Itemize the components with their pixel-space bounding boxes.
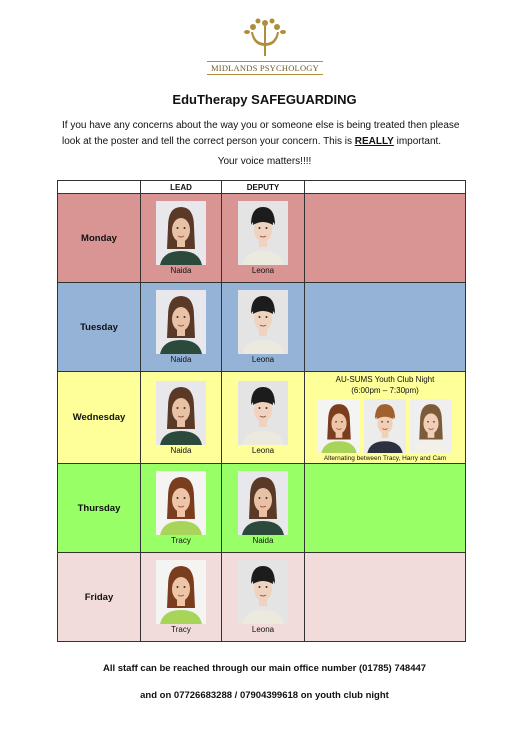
deputy-name: Leona [251, 266, 275, 275]
deputy-cell [222, 194, 305, 283]
lead-cell [141, 464, 222, 553]
table-header-row [58, 181, 466, 194]
intro-after: important. [393, 136, 442, 147]
event-title: AU-SUMS Youth Club Night [335, 374, 435, 384]
safeguarding-table [57, 180, 466, 642]
extra-cell [305, 283, 466, 372]
header-day [58, 181, 141, 194]
footer-office-number: All staff can be reached through our main office number (01785) 748447 [102, 663, 427, 674]
page-title: EduTherapy SAFEGUARDING [172, 92, 357, 107]
intro-text [62, 118, 472, 150]
day-cell: Thursday [58, 464, 141, 553]
header-extra [305, 181, 466, 194]
event-staff-photo [318, 399, 360, 453]
deputy-photo [238, 201, 288, 265]
table-row [58, 464, 466, 553]
day-cell: Tuesday [58, 283, 141, 372]
header-deputy: DEPUTY [222, 181, 305, 194]
deputy-photo [238, 471, 288, 535]
day-cell: Wednesday [58, 372, 141, 464]
lead-photo [156, 471, 206, 535]
deputy-cell [222, 372, 305, 464]
logo [205, 18, 325, 78]
event-staff-photo [364, 399, 406, 453]
deputy-photo [238, 381, 288, 445]
day-cell: Friday [58, 553, 141, 642]
event-note: Alternating between Tracy, Harry and Cam [323, 454, 447, 462]
extra-cell [305, 194, 466, 283]
lead-cell [141, 283, 222, 372]
deputy-name: Naida [252, 536, 274, 545]
lead-name: Tracy [171, 625, 191, 634]
event-staff-photo [410, 399, 452, 453]
lead-name: Naida [170, 266, 192, 275]
deputy-photo [238, 560, 288, 624]
lead-photo [156, 381, 206, 445]
intro-emphasis: REALLY [354, 136, 394, 147]
logo-text: MIDLANDS PSYCHOLOGY [207, 61, 323, 75]
event-photos [305, 399, 465, 453]
lead-name: Naida [170, 445, 192, 455]
table-row [58, 553, 466, 642]
lead-name: Naida [170, 355, 192, 364]
deputy-cell [222, 464, 305, 553]
lead-name: Tracy [171, 536, 191, 545]
lead-photo [156, 201, 206, 265]
intro-before: If you have any concerns about the way you or someone else is being treated then please look at the poster and tell the correct person your concern. This is [62, 120, 460, 147]
deputy-name: Leona [251, 625, 275, 634]
deputy-name: Leona [251, 355, 275, 364]
lead-photo [156, 290, 206, 354]
deputy-cell [222, 283, 305, 372]
table-row [58, 372, 466, 464]
table-row [58, 283, 466, 372]
lead-cell [141, 194, 222, 283]
voice-text: Your voice matters!!!! [217, 156, 312, 167]
extra-cell [305, 464, 466, 553]
deputy-name: Leona [251, 445, 275, 455]
extra-cell [305, 372, 466, 464]
deputy-photo [238, 290, 288, 354]
lead-photo [156, 560, 206, 624]
deputy-cell [222, 553, 305, 642]
footer-youth-club-number: and on 07726683288 / 07904399618 on youth club night [140, 690, 389, 701]
extra-cell [305, 553, 466, 642]
day-cell: Monday [58, 194, 141, 283]
lead-cell [141, 372, 222, 464]
psi-logo-icon [235, 18, 295, 58]
event-time: (6:00pm – 7:30pm) [351, 385, 419, 395]
header-lead: LEAD [141, 181, 222, 194]
lead-cell [141, 553, 222, 642]
table-row [58, 194, 466, 283]
